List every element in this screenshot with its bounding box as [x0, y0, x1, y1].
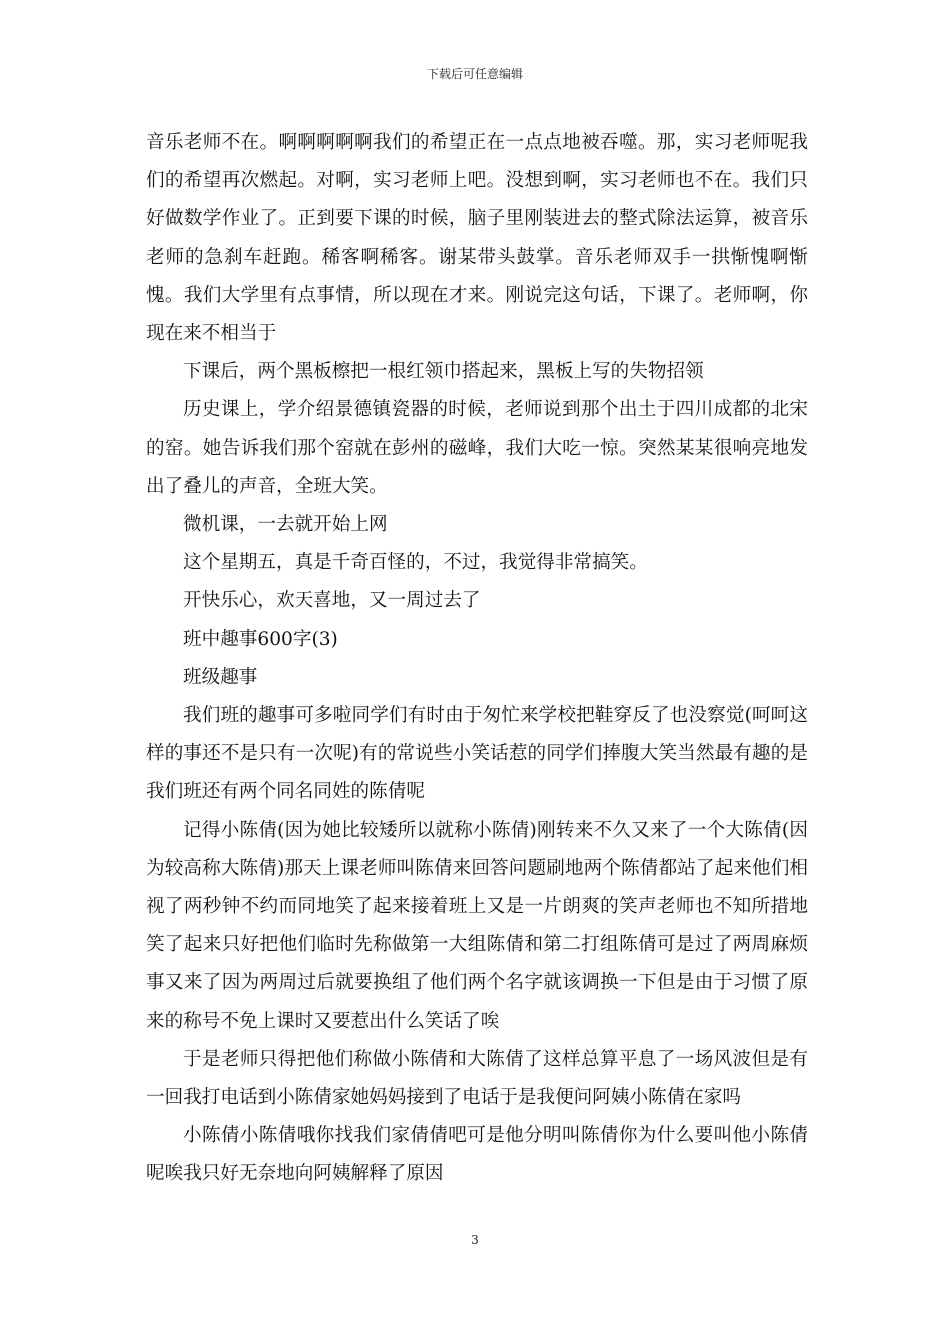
page-number: 3: [471, 1233, 479, 1247]
paragraph-2: 下课后，两个黑板檫把一根红领巾搭起来，黑板上写的失物招领: [183, 361, 704, 383]
paragraph-10: 记得小陈倩(因为她比较矮所以就称小陈倩)刚转来不久又来了一个大陈倩(因为较高称大陈倩)那天上课老师叫陈倩来回答问题刷地两个陈倩都站了起来他们相视了两秒钟不约而同地笑了起来接着班上又是一片朗爽的笑声老师也不知所措地笑了起来只好把他们临时先称做第一大组陈倩和第二打组陈倩可是过了两周麻烦事又来了因为两周过后就要换组了他们两个名字就该调换一下但是由于习惯了原来的称号不免上课时又要惹出什么笑话了唉: [146, 819, 808, 1032]
paragraph-4: 微机课，一去就开始上网: [183, 514, 388, 536]
paragraph-5: 这个星期五，真是千奇百怪的，不过，我觉得非常搞笑。: [183, 552, 648, 574]
paragraph-12: 小陈倩小陈倩哦你找我们家倩倩吧可是他分明叫陈倩你为什么要叫他小陈倩呢唉我只好无奈地向阿姨解释了原因: [146, 1125, 808, 1185]
document-body: [146, 124, 808, 1194]
page-header: 下载后可任意编辑: [426, 67, 523, 81]
paragraph-6: 开快乐心，欢天喜地，又一周过去了: [183, 590, 481, 612]
paragraph-11: 于是老师只得把他们称做小陈倩和大陈倩了这样总算平息了一场风波但是有一回我打电话到小陈倩家她妈妈接到了电话于是我便问阿姨小陈倩在家吗: [146, 1048, 808, 1109]
subsection-title: 班级趣事: [183, 666, 258, 688]
paragraph-3: 历史课上，学介绍景德镇瓷器的时候，老师说到那个出土于四川成都的北宋的窑。她告诉我们那个窑就在彭州的磁峰，我们大吃一惊。突然某某很响亮地发出了叠儿的声音，全班大笑。: [146, 399, 808, 497]
paragraph-9: 我们班的趣事可多啦同学们有时由于匆忙来学校把鞋穿反了也没察觉(呵呵这样的事还不是只有一次呢)有的常说些小笑话惹的同学们捧腹大笑当然最有趣的是我们班还有两个同名同姓的陈倩呢: [146, 705, 808, 803]
section-title: 班中趣事600字(3): [183, 628, 338, 650]
paragraph-1: 音乐老师不在。啊啊啊啊啊我们的希望正在一点点地被吞噬。那，实习老师呢我们的希望再次燃起。对啊，实习老师上吧。没想到啊，实习老师也不在。我们只好做数学作业了。正到要下课的时候，脑子里刚装进去的整式除法运算，被音乐老师的急刹车赶跑。稀客啊稀客。谢某带头鼓掌。音乐老师双手一拱惭愧啊惭愧。我们大学里有点事情，所以现在才来。刚说完这句话，下课了。老师啊，你现在来不相当于: [146, 132, 808, 345]
